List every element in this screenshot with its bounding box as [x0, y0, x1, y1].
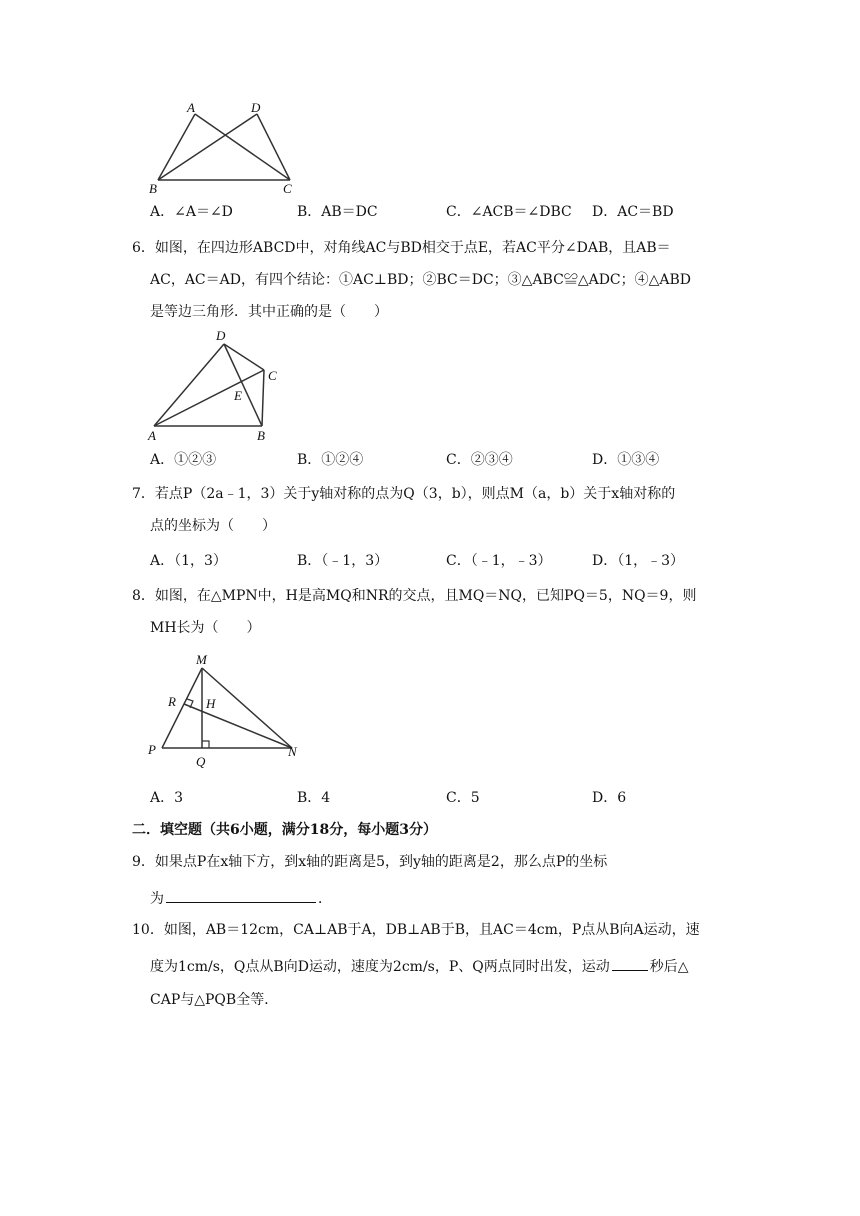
- q5-choice-c[interactable]: C．∠ACB＝∠DBC: [446, 204, 572, 220]
- q8-label-p: P: [148, 742, 156, 757]
- q6-label-c: C: [268, 368, 277, 383]
- q5-label-a: A: [187, 100, 195, 115]
- q8-choices: [150, 788, 750, 808]
- section-2-title: 二．填空题（共6小题，满分18分，每小题3分）: [132, 822, 437, 838]
- q8-label-q: Q: [196, 754, 206, 769]
- q8-choice-c[interactable]: C．5: [446, 790, 480, 806]
- q6-quadrilateral-diagram: [144, 328, 284, 444]
- q6-choice-b[interactable]: B．①②④: [297, 452, 364, 468]
- q10-answer-blank[interactable]: [612, 956, 648, 971]
- q6-label-a: A: [148, 428, 156, 443]
- q8-choice-d[interactable]: D．6: [592, 790, 627, 806]
- q5-choice-b[interactable]: B．AB＝DC: [297, 204, 378, 220]
- q9-line-2-prefix: 为: [150, 891, 164, 907]
- q7-choice-c[interactable]: C．（﹣1，﹣3）: [446, 553, 552, 569]
- q8-triangle-diagram: [142, 648, 312, 772]
- q7-line-2: 点的坐标为（ ）: [150, 518, 276, 534]
- q5-choice-d[interactable]: D．AC＝BD: [592, 204, 674, 220]
- q6-line-2: AC，AC＝AD，有四个结论：①AC⊥BD；②BC＝DC；③△ABC≌△ADC；④△ABD: [150, 272, 692, 288]
- q8-label-n: N: [288, 744, 297, 759]
- q7-choice-d[interactable]: D．（1，﹣3）: [592, 553, 685, 569]
- q6-label-d: D: [216, 328, 226, 343]
- q8-label-m: M: [196, 652, 207, 667]
- q8-label-h: H: [206, 696, 216, 711]
- q10-line-2: [150, 956, 689, 977]
- q9-line-2: [150, 888, 332, 909]
- q5-label-d: D: [251, 100, 261, 115]
- q6-line-3: 是等边三角形．其中正确的是（ ）: [150, 304, 388, 320]
- q8-choice-a[interactable]: A．3: [150, 790, 184, 806]
- q5-triangle-diagram: [140, 98, 310, 198]
- q6-choice-c[interactable]: C．②③④: [446, 452, 513, 468]
- q6-choice-d[interactable]: D．①③④: [592, 452, 660, 468]
- q5-choices: [150, 202, 750, 222]
- q7-choices: [150, 551, 750, 571]
- q8-line-1: 8．如图，在△MPN中，H是高MQ和NR的交点，且MQ＝NQ，已知PQ＝5，NQ＝9，则: [132, 588, 697, 604]
- q7-choice-b[interactable]: B．（﹣1，3）: [297, 553, 389, 569]
- q6-label-b: B: [257, 428, 265, 443]
- q8-choice-b[interactable]: B．4: [297, 790, 331, 806]
- q10-line-3: CAP与△PQB全等．: [150, 992, 279, 1008]
- q6-line-1: 6．如图，在四边形ABCD中，对角线AC与BD相交于点E，若AC平分∠DAB，且AB＝: [132, 240, 671, 256]
- q9-line-2-suffix: ．: [318, 891, 332, 907]
- q5-label-c: C: [283, 181, 292, 196]
- q9-answer-blank[interactable]: [166, 888, 316, 903]
- q9-line-1: 9．如果点P在x轴下方，到x轴的距离是5，到y轴的距离是2，那么点P的坐标: [132, 854, 608, 870]
- q5-figure: [140, 98, 310, 198]
- q7-choice-a[interactable]: A．（1，3）: [150, 553, 227, 569]
- q5-choice-a[interactable]: A．∠A＝∠D: [150, 204, 233, 220]
- q5-label-b: B: [149, 181, 157, 196]
- q10-line-1: 10．如图，AB＝12cm，CA⊥AB于A，DB⊥AB于B，且AC＝4cm，P点从B向A运动，速: [132, 922, 700, 938]
- q6-figure: [144, 328, 284, 444]
- q6-label-e: E: [234, 388, 242, 403]
- q6-choices: [150, 450, 750, 470]
- q10-line-2-prefix: 度为1cm/s，Q点从B向D运动，速度为2cm/s，P、Q两点同时出发，运动: [150, 959, 610, 975]
- q8-label-r: R: [168, 694, 176, 709]
- q7-line-1: 7．若点P（2a﹣1，3）关于y轴对称的点为Q（3，b），则点M（a，b）关于x轴对称的: [132, 486, 676, 502]
- q8-line-2: MH长为（ ）: [150, 620, 261, 636]
- q10-line-2-suffix: 秒后△: [649, 959, 689, 975]
- q8-figure: [142, 648, 312, 772]
- q6-choice-a[interactable]: A．①②③: [150, 452, 217, 468]
